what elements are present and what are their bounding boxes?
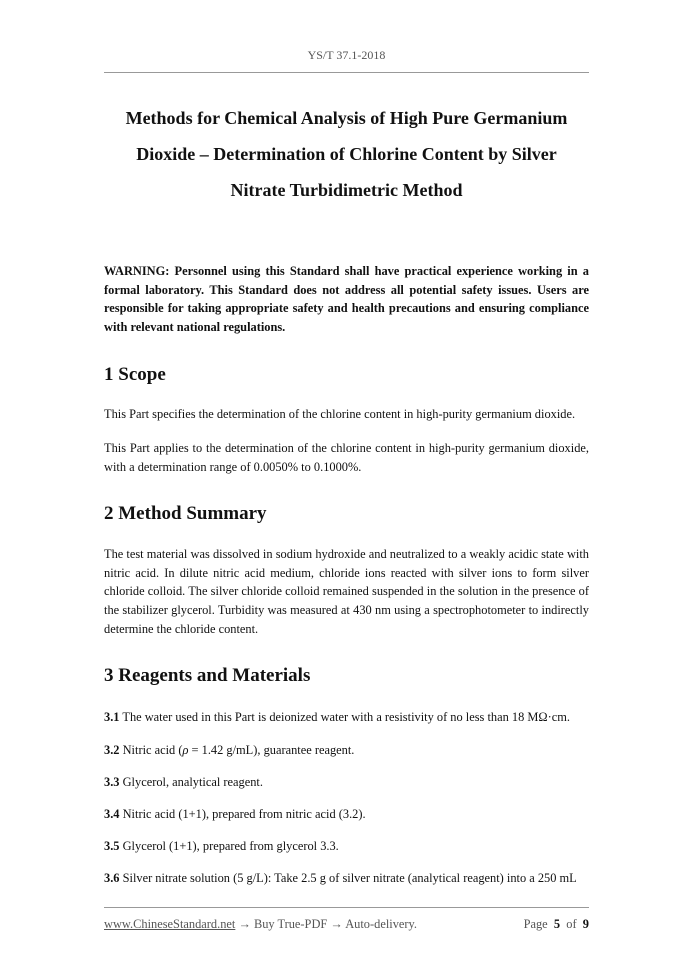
website-link[interactable]: www.ChineseStandard.net xyxy=(104,917,236,931)
page-indicator xyxy=(524,917,589,932)
of-word: of xyxy=(566,917,577,931)
rho-symbol: ρ xyxy=(182,743,189,757)
scope-paragraph-1: This Part specifies the determination of the chlorine content in high-purity germanium dioxide. xyxy=(104,407,576,421)
document-title xyxy=(104,100,589,208)
method-summary-paragraph: The test material was dissolved in sodium hydroxide and neutralized to a weakly acidic state with nitric acid. In dilute nitric acid medium, chloride ions reacted with silver ions to form silver chloride colloid. The silver chloride colloid remained suspended in the solution in the presence of the stabilizer glycerol. Turbidity was measured at 430 nm using a spectrophotometer to indirectly determine the chloride content. xyxy=(104,547,589,636)
reagent-item-3-1 xyxy=(104,708,589,727)
document-code: YS/T 37.1-2018 xyxy=(307,48,386,62)
reagent-text: = 1.42 g/mL), guarantee reagent. xyxy=(188,743,355,757)
reagent-text: The water used in this Part is deionized water with a resistivity of no less than 18 MΩ·cm. xyxy=(122,710,570,724)
auto-delivery-text: Auto-delivery. xyxy=(345,917,418,931)
reagent-item-3-4 xyxy=(104,805,589,824)
reagent-text: Silver nitrate solution (5 g/L): Take 2.5 g of silver nitrate (analytical reagent) into a 250 mL xyxy=(122,871,577,885)
buy-true-pdf-text: Buy True-PDF xyxy=(253,917,328,931)
title-line-1: Methods for Chemical Analysis of High Pure Germanium xyxy=(125,108,568,128)
page-word: Page xyxy=(523,917,548,931)
reagent-number: 3.5 xyxy=(104,839,120,853)
page-footer xyxy=(104,917,589,932)
reagent-item-3-5 xyxy=(104,837,589,856)
reagent-text: Glycerol, analytical reagent. xyxy=(122,775,263,789)
section-heading-method-summary: 2 Method Summary xyxy=(104,503,267,524)
reagent-item-3-6 xyxy=(104,869,589,888)
scope-paragraph-2: This Part applies to the determination of the chlorine content in high-purity germanium dioxide, with a determination range of 0.0050% to 0.1000%. xyxy=(104,441,589,474)
section-heading-scope: 1 Scope xyxy=(104,364,166,385)
reagent-number: 3.1 xyxy=(104,710,120,724)
reagent-number: 3.6 xyxy=(104,871,120,885)
title-line-3: Nitrate Turbidimetric Method xyxy=(230,180,463,200)
footer-divider xyxy=(104,907,589,908)
reagent-item-3-2 xyxy=(104,741,589,760)
reagent-number: 3.4 xyxy=(104,807,120,821)
reagent-text: Glycerol (1+1), prepared from glycerol 3.3. xyxy=(122,839,339,853)
page-number: 5 xyxy=(553,917,561,931)
page-total: 9 xyxy=(582,917,589,931)
arrow-right-icon: → xyxy=(330,917,343,931)
reagent-number: 3.2 xyxy=(104,743,120,757)
title-line-2: Dioxide – Determination of Chlorine Content by Silver xyxy=(136,144,557,164)
warning-notice: WARNING: Personnel using this Standard shall have practical experience working in a formal laboratory. This Standard does not address all potential safety issues. Users are responsible for taking appropriate safety and health precautions and ensuring compliance with relevant national regulations. xyxy=(104,264,589,334)
reagent-text: Nitric acid (1+1), prepared from nitric acid (3.2). xyxy=(122,807,366,821)
section-heading-reagents: 3 Reagents and Materials xyxy=(104,665,311,686)
arrow-right-icon: → xyxy=(238,917,251,931)
reagent-number: 3.3 xyxy=(104,775,120,789)
header-divider xyxy=(104,72,589,73)
reagent-text: Nitric acid ( xyxy=(122,743,183,757)
reagent-item-3-3 xyxy=(104,773,589,792)
